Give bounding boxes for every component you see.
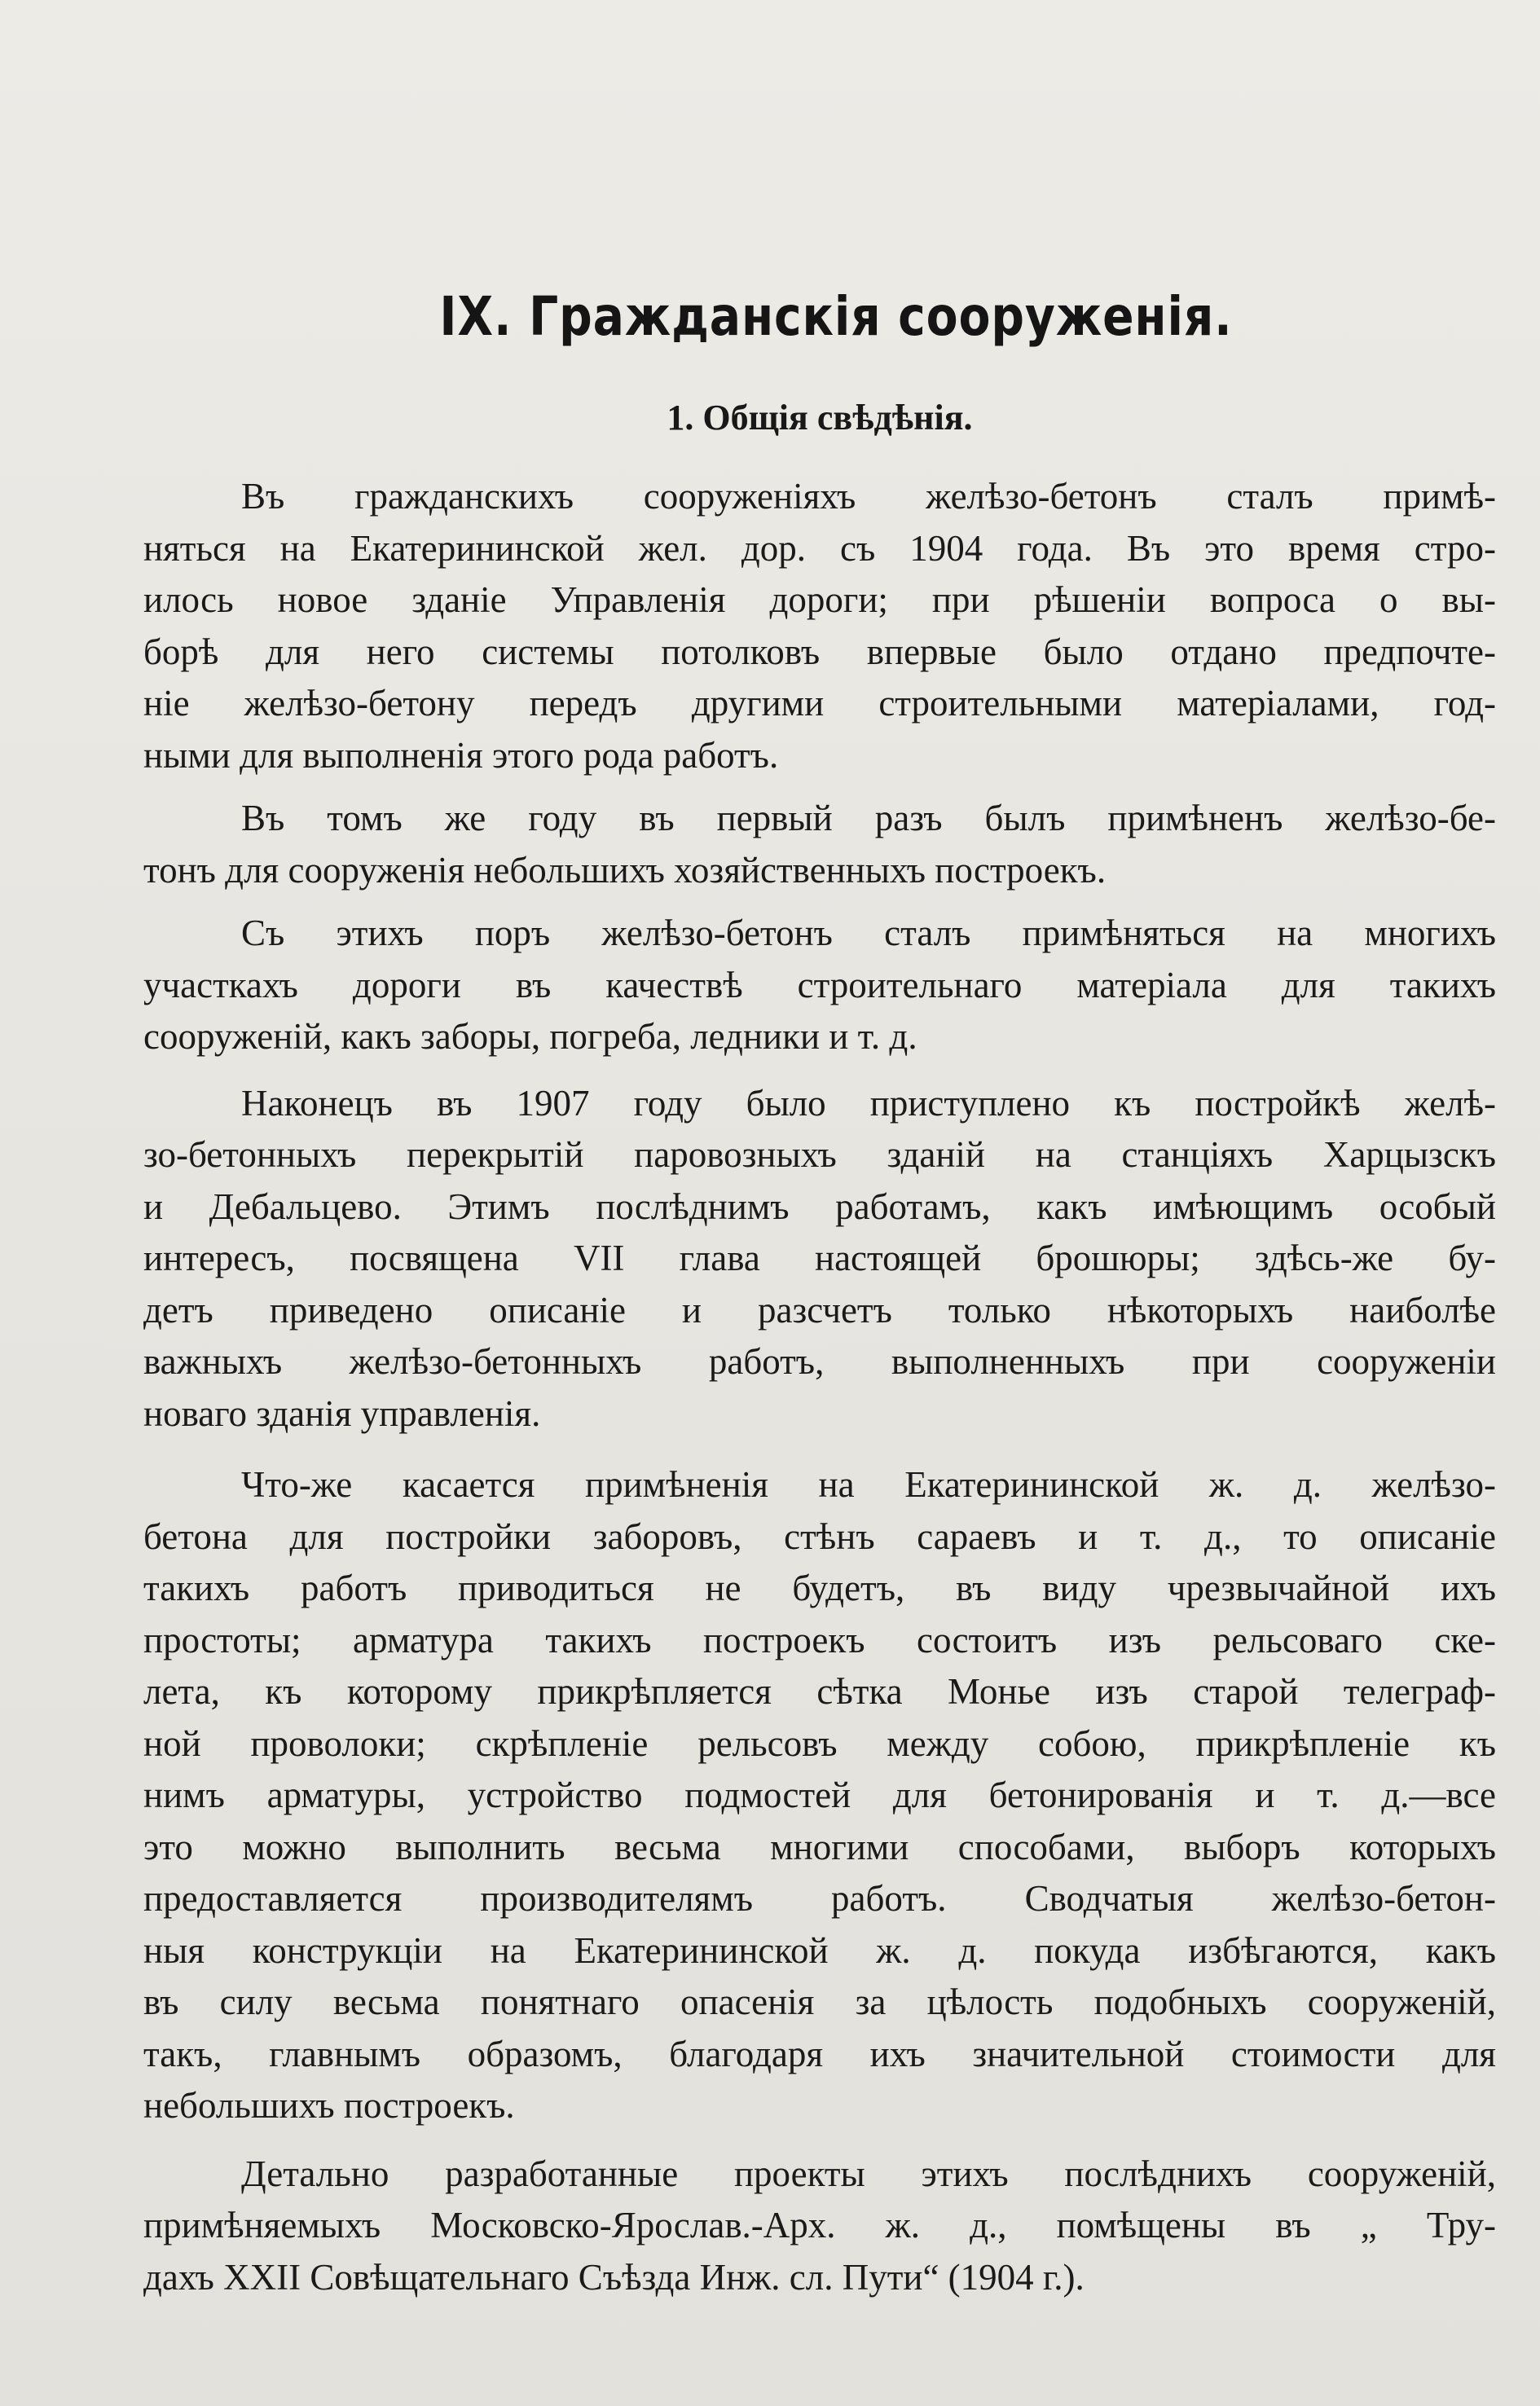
text-line: простоты; арматура такихъ построекъ состоитъ изъ рельсоваго ске- [143, 1619, 1496, 1660]
text-line: нимъ арматуры, устройство подмостей для бетонированія и т. д.—все [143, 1775, 1496, 1815]
text-line: въ силу весьма понятнаго опасенія за цѣлость подобныхъ сооруженій, [143, 1982, 1496, 2022]
text-line: такихъ работъ приводиться не будетъ, въ виду чрезвычайной ихъ [143, 1568, 1496, 1608]
paragraph [143, 793, 1496, 896]
text-line: новаго зданія управленія. [143, 1392, 541, 1434]
text-line: интересъ, посвящена VII глава настоящей брошюры; здѣсь-же бу- [143, 1238, 1496, 1278]
text-line: ной проволоки; скрѣпленіе рельсовъ между собою, прикрѣпленіе къ [143, 1722, 1496, 1764]
text-line: ными для выполненія этого рода работъ. [143, 734, 779, 776]
text-line: сооруженій, какъ заборы, погреба, ледники и т. д. [143, 1016, 917, 1057]
text-line: бетона для постройки заборовъ, стѣнъ сараевъ и т. д., то описаніе [143, 1515, 1496, 1557]
text-line: ніе желѣзо-бетону передъ другими строительными матеріалами, год- [143, 683, 1496, 724]
section-title: 1. Общія свѣдѣнія. [667, 398, 973, 438]
paragraph [143, 1078, 1496, 1441]
text-line: важныхъ желѣзо-бетонныхъ работъ, выполненныхъ при сооруженіи [143, 1341, 1496, 1382]
text-line: участкахъ дороги въ качествѣ строительнаго матеріала для такихъ [143, 964, 1496, 1005]
text-line: няться на Екатерининской жел. дор. съ 1904 года. Въ это время стро- [143, 527, 1496, 569]
text-line: илось новое зданіе Управленія дороги; при рѣшеніи вопроса о вы- [143, 579, 1496, 620]
text-line: небольшихъ построекъ. [143, 2085, 515, 2126]
text-line: Что-же касается примѣненія на Екатерининской ж. д. желѣзо- [241, 1464, 1496, 1505]
text-line: лета, къ которому прикрѣпляется сѣтка Монье изъ старой телеграф- [143, 1671, 1496, 1712]
text-line: Детально разработанные проекты этихъ послѣднихъ сооруженій, [241, 2153, 1496, 2194]
text-line: зо-бетонныхъ перекрытій паровозныхъ зданій на станціяхъ Харцызскъ [143, 1134, 1496, 1175]
text-line: предоставляется производителямъ работъ. Сводчатыя желѣзо-бетон- [143, 1878, 1496, 1919]
paragraph [143, 471, 1496, 781]
text-line: дахъ XXII Совѣщательнаго Съѣзда Инж. сл. Пути“ (1904 г.). [143, 2256, 1085, 2298]
text-line: Наконецъ въ 1907 году было приступлено къ постройкѣ желѣ- [241, 1082, 1496, 1124]
text-line: это можно выполнить весьма многими способами, выборъ которыхъ [143, 1826, 1496, 1867]
text-line: тонъ для сооруженія небольшихъ хозяйственныхъ построекъ. [143, 849, 1107, 891]
text-line: ныя конструкціи на Екатерининской ж. д. покуда избѣгаются, какъ [143, 1929, 1496, 1971]
text-line: Въ гражданскихъ сооруженіяхъ желѣзо-бетонъ сталъ примѣ- [241, 476, 1496, 517]
paragraph [143, 2149, 1496, 2304]
paragraph [143, 908, 1496, 1063]
text-line: борѣ для него системы потолковъ впервые было отдано предпочте- [143, 631, 1496, 672]
text-line: такъ, главнымъ образомъ, благодаря ихъ значительной стоимости для [143, 2033, 1496, 2074]
paragraph [143, 1459, 1496, 2132]
text-line: и Дебальцево. Этимъ послѣднимъ работамъ, какъ имѣющимъ особый [143, 1185, 1496, 1227]
chapter-title: IX. Гражданскія сооруженія. [439, 285, 1233, 348]
text-line: детъ приведено описаніе и разсчетъ только нѣкоторыхъ наиболѣе [143, 1289, 1496, 1331]
text-line: примѣняемыхъ Московско-Ярослав.-Арх. ж. д., помѣщены въ „ Тру- [143, 2205, 1496, 2245]
text-line: Съ этихъ поръ желѣзо-бетонъ сталъ примѣняться на многихъ [241, 913, 1496, 953]
page-text-block [143, 285, 1496, 2303]
body-text [143, 471, 1496, 2303]
text-line: Въ томъ же году въ первый разъ былъ примѣненъ желѣзо-бе- [241, 798, 1496, 838]
